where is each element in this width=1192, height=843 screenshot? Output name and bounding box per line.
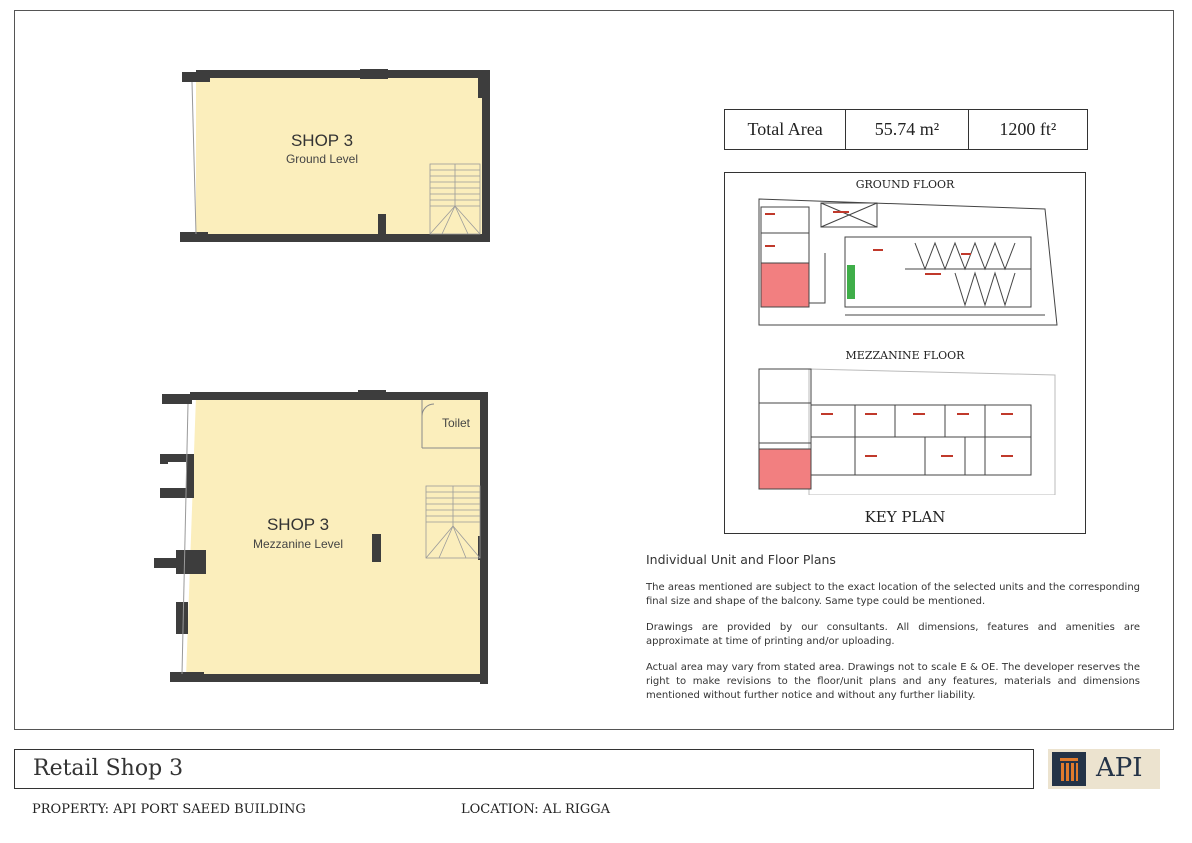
notes-paragraph-2: Drawings are provided by our consultants. All dimensions, features and amenities are approximate at time of printing and/or uploading. [646, 622, 1140, 647]
mezzanine-plan-title: SHOP 3 [266, 515, 330, 534]
logo-text: API [1096, 753, 1143, 783]
title-block [14, 749, 1034, 789]
location-line: LOCATION: AL RIGGA [461, 802, 611, 817]
ground-level-plan [160, 66, 500, 246]
property-line: PROPERTY: API PORT SAEED BUILDING [32, 802, 306, 817]
mezzanine-plan-level: Mezzanine Level [252, 537, 344, 551]
unit-name: Retail Shop 3 [33, 756, 184, 781]
ground-floor-keyplan [745, 193, 1065, 333]
area-imperial: 1200 ft² [999, 119, 1057, 139]
building-logo-icon [1052, 752, 1086, 786]
ground-plan-level: Ground Level [285, 152, 359, 166]
area-metric: 55.74 m² [846, 110, 968, 149]
notes-paragraph-1: The areas mentioned are subject to the exact location of the selected units and the corresponding final size and shape of the balcony. Same type could be mentioned. [646, 582, 1140, 607]
key-plan [724, 172, 1086, 534]
ground-plan-title: SHOP 3 [290, 131, 354, 150]
mezzanine-floor-label: MEZZANINE FLOOR [845, 349, 965, 362]
mezzanine-level-plan [150, 386, 500, 686]
notes-heading: Individual Unit and Floor Plans [646, 552, 836, 567]
mezzanine-floor-keyplan [745, 365, 1065, 495]
key-plan-title: KEY PLAN [864, 508, 946, 526]
toilet-label: Toilet [442, 416, 471, 430]
notes-paragraph-3: Actual area may vary from stated area. Drawings not to scale E & OE. The developer reserves the right to make revisions to the floor/unit plans and any features, materials and dimensions mentioned without further notice and without any further liability. [646, 662, 1140, 701]
notes [646, 553, 1140, 715]
ground-floor-label: GROUND FLOOR [855, 178, 955, 191]
area-label: Total Area [725, 110, 846, 149]
api-logo [1048, 749, 1160, 789]
area-table [724, 109, 1088, 150]
